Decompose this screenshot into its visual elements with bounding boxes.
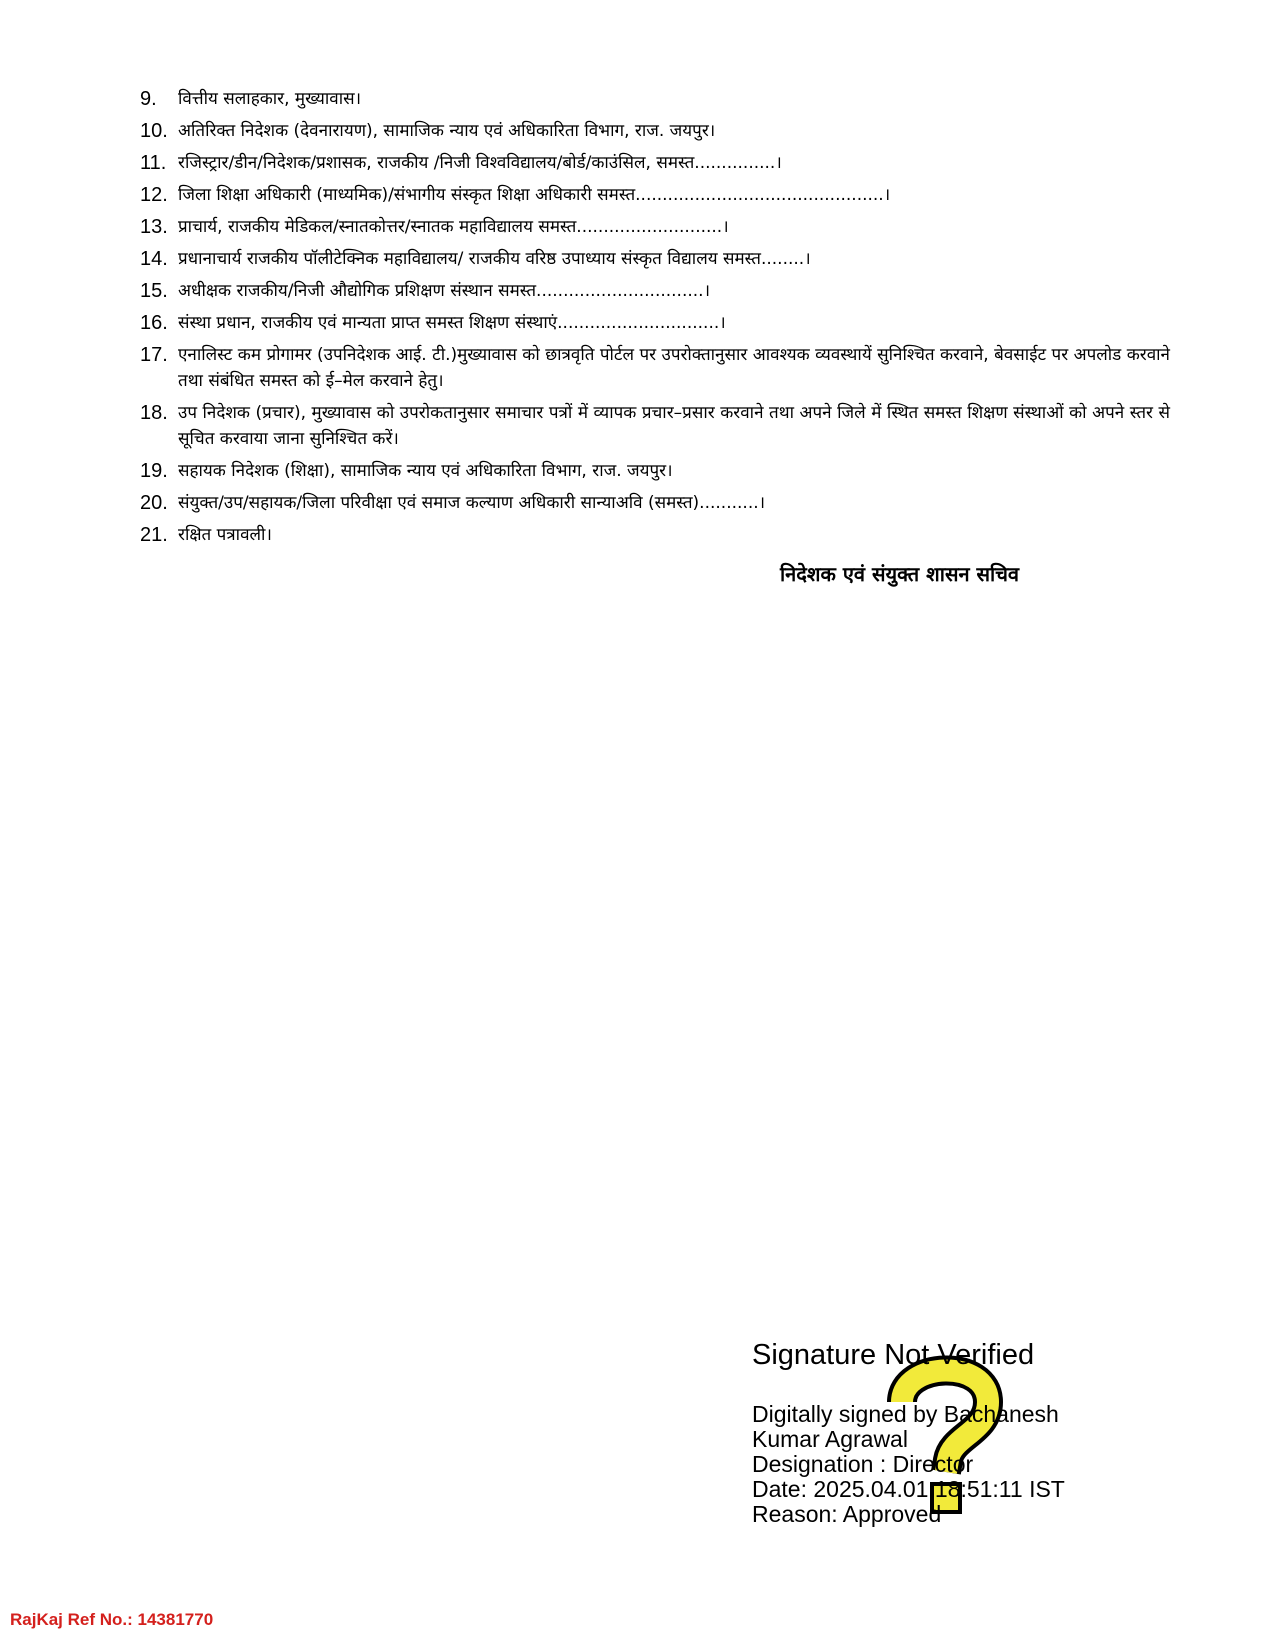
date-line: Date: 2025.04.01 18:51:11 IST (752, 1476, 1065, 1502)
signed-by-line: Digitally signed by Bachanesh (752, 1401, 1059, 1427)
item-text: वित्तीय सलाहकार, मुख्यावास। (178, 89, 362, 109)
item-number: 16. (140, 312, 168, 334)
item-number: 15. (140, 280, 168, 302)
signature-details (752, 1402, 1065, 1527)
list-item (140, 150, 1170, 176)
item-text: संयुक्त/उप/सहायक/जिला परिवीक्षा एवं समाज कल्याण अधिकारी सान्याअवि (समस्त)...........। (178, 493, 766, 513)
item-number: 9. (140, 88, 157, 110)
list-item (140, 86, 1170, 112)
list-item (140, 342, 1170, 394)
digital-signature-block (752, 1338, 1192, 1538)
list-item (140, 522, 1170, 548)
item-number: 21. (140, 524, 168, 546)
item-number: 10. (140, 120, 168, 142)
item-number: 17. (140, 344, 168, 366)
reference-number: RajKaj Ref No.: 14381770 (10, 1610, 214, 1629)
reason-line: Reason: Approved (752, 1501, 942, 1527)
list-item (140, 310, 1170, 336)
item-number: 19. (140, 460, 168, 482)
item-text: सहायक निदेशक (शिक्षा), सामाजिक न्याय एवं अधिकारिता विभाग, राज. जयपुर। (178, 461, 673, 481)
item-text: रजिस्ट्रार/डीन/निदेशक/प्रशासक, राजकीय /निजी विश्वविद्यालय/बोर्ड/काउंसिल, समस्त...............। (178, 153, 782, 173)
item-text: प्राचार्य, राजकीय मेडिकल/स्नातकोत्तर/स्नातक महाविद्यालय समस्त...........................। (178, 217, 729, 237)
item-number: 14. (140, 248, 168, 270)
signatory-designation: निदेशक एवं संयुक्त शासन सचिव (780, 562, 1020, 586)
item-number: 18. (140, 402, 168, 424)
distribution-list (140, 86, 1170, 554)
item-text: एनालिस्ट कम प्रोगामर (उपनिदेशक आई. टी.)मुख्यावास को छात्रवृति पोर्टल पर उपरोक्तानुसार आवश्यक व्यवस्थायें सुनिश्चित करवाने, बेवसाईट पर अपलोड करवाने तथा संबंधित समस्त को ई–मेल करवाने हेतु। (178, 345, 1170, 391)
list-item (140, 278, 1170, 304)
item-number: 11. (140, 152, 167, 174)
list-item (140, 214, 1170, 240)
item-text: रक्षित पत्रावली। (178, 525, 272, 545)
item-number: 20. (140, 492, 168, 514)
item-text: अतिरिक्त निदेशक (देवनारायण), सामाजिक न्याय एवं अधिकारिता विभाग, राज. जयपुर। (178, 121, 716, 141)
item-text: जिला शिक्षा अधिकारी (माध्यमिक)/संभागीय संस्कृत शिक्षा अधिकारी समस्त..............................................। (178, 185, 891, 205)
designation-line: Designation : Director (752, 1451, 974, 1477)
signature-status: Signature Not Verified (752, 1339, 1035, 1371)
item-number: 13. (140, 216, 168, 238)
list-item (140, 490, 1170, 516)
item-text: संस्था प्रधान, राजकीय एवं मान्यता प्राप्त समस्त शिक्षण संस्थाएं..............................। (178, 313, 726, 333)
item-text: प्रधानाचार्य राजकीय पॉलीटेक्निक महाविद्यालय/ राजकीय वरिष्ठ उपाध्याय संस्कृत विद्यालय समस्त........। (178, 249, 811, 269)
item-text: उप निदेशक (प्रचार), मुख्यावास को उपरोकतानुसार समाचार पत्रों में व्यापक प्रचार–प्रसार करवाने तथा अपने जिले में स्थित समस्त शिक्षण संस्थाओं को अपने स्तर से सूचित करवाया जाना सुनिश्चित करें। (178, 403, 1170, 449)
list-item (140, 400, 1170, 452)
list-item (140, 458, 1170, 484)
item-number: 12. (140, 184, 168, 206)
list-item (140, 182, 1170, 208)
list-item (140, 246, 1170, 272)
signer-name-line: Kumar Agrawal (752, 1426, 908, 1452)
item-text: अधीक्षक राजकीय/निजी औद्योगिक प्रशिक्षण संस्थान समस्त...............................। (178, 281, 711, 301)
list-item (140, 118, 1170, 144)
